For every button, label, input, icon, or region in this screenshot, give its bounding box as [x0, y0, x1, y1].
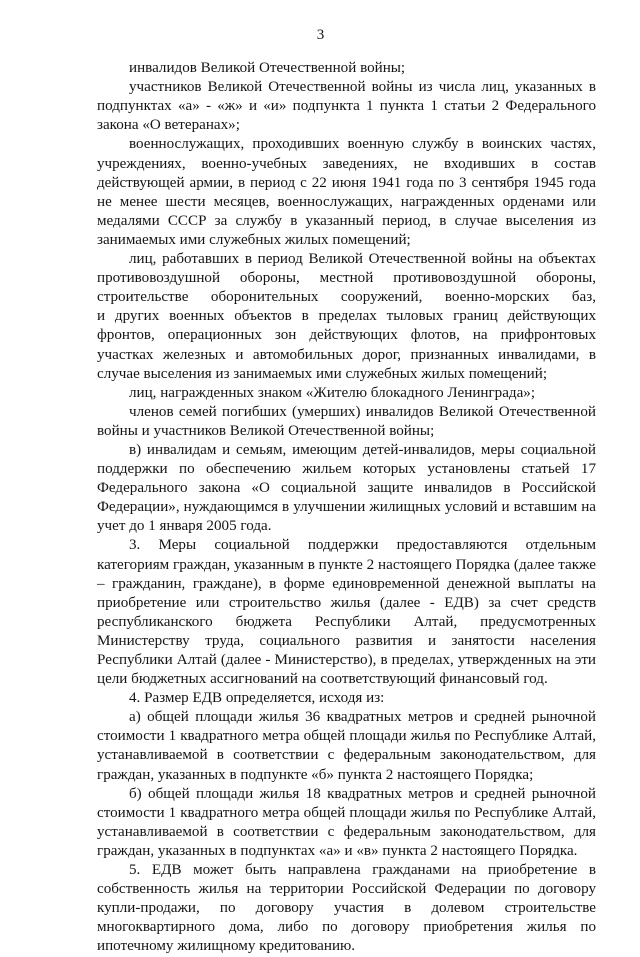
text-line: инвалидов Великой Отечественной войны;: [129, 60, 406, 77]
text-line: республиканского бюджета Республики Алтай, предусмотренных: [97, 613, 596, 630]
text-line: закона «О ветеранах»;: [97, 117, 240, 134]
text-line: 5. ЕДВ может быть направлена гражданами на приобретение в: [129, 862, 596, 879]
text-line: цели бюджетных ассигнований на соответствующий финансовый год.: [97, 671, 548, 688]
text-line: случае выселения из занимаемых ими служебных жилых помещений;: [97, 365, 548, 382]
text-line: – гражданин, граждане), в форме единовременной денежной выплаты на: [97, 575, 596, 592]
text-line: стоимости 1 квадратного метра общей площади жилья по Республике Алтай,: [97, 804, 596, 821]
text-line: не менее шести месяцев, военнослужащих, награжденных орденами или: [97, 193, 596, 210]
document-body: [97, 59, 596, 956]
text-line: учет до 1 января 2005 года.: [97, 518, 272, 535]
text-line: 4. Размер ЕДВ определяется, исходя из:: [129, 690, 385, 707]
text-line: категориям граждан, указанным в пункте 2 настоящего Порядка (далее также: [97, 556, 596, 573]
text-line: Республики Алтай (далее - Министерство), в пределах, утвержденных на эти: [97, 652, 596, 668]
text-line: строительстве оборонительных сооружений, военно-морских баз,: [97, 289, 596, 306]
text-line: устанавливаемой в соответствии с федеральным законодательством, для: [97, 747, 596, 764]
text-line: лиц, награжденных знаком «Жителю блокадного Ленинграда»;: [129, 384, 536, 401]
text-line: Федерации», нуждающимся в улучшении жилищных условий и вставшим на: [97, 499, 596, 516]
text-line: и других военных объектов в пределах тыловых границ действующих: [97, 308, 596, 325]
text-line: Федерального закона «О социальной защите инвалидов в Российской: [97, 480, 596, 497]
text-line: а) общей площади жилья 36 квадратных метров и средней рыночной: [129, 709, 596, 726]
page-number: 3: [316, 27, 325, 43]
text-line: приобретение или строительство жилья (далее - ЕДВ) за счет средств: [97, 594, 596, 611]
text-line: граждан, указанных в подпункте «б» пункта 2 настоящего Порядка;: [97, 766, 534, 783]
text-line: в) инвалидам и семьям, имеющим детей-инвалидов, меры социальной: [129, 441, 596, 458]
text-line: стоимости 1 квадратного метра общей площади жилья по Республике Алтай,: [97, 728, 596, 745]
text-line: противовоздушной обороны, местной противовоздушной обороны,: [97, 270, 596, 287]
text-line: фронтов, операционных зон действующих флотов, на прифронтовых: [97, 327, 596, 344]
text-line: членов семей погибших (умерших) инвалидов Великой Отечественной: [129, 403, 596, 420]
text-line: 3. Меры социальной поддержки предоставляются отдельным: [129, 537, 596, 554]
text-line: многоквартирного дома, либо по договору приобретения жилья по: [97, 919, 596, 936]
text-line: лиц, работавших в период Великой Отечественной войны на объектах: [129, 251, 596, 268]
text-line: занимаемых ими служебных жилых помещений;: [97, 231, 411, 248]
text-line: Министерству труда, социального развития и занятости населения: [97, 632, 596, 649]
text-line: участников Великой Отечественной войны из числа лиц, указанных в: [129, 79, 596, 96]
text-line: б) общей площади жилья 18 квадратных метров и средней рыночной: [129, 785, 596, 802]
text-line: действующей армии, в период с 22 июня 1941 года по 3 сентября 1945 года: [97, 174, 596, 191]
text-line: поддержки по обеспечению жильем которых установлены статьей 17: [97, 461, 596, 478]
text-line: ипотечному жилищному кредитованию.: [97, 938, 356, 955]
text-line: медалями СССР за службу в указанный период, в случае выселения из: [97, 212, 596, 229]
text-line: участках железных и автомобильных дорог, признанных инвалидами, в: [97, 346, 596, 363]
text-line: учреждениях, военно-учебных заведениях, не входивших в состав: [97, 155, 596, 172]
text-line: устанавливаемой в соответствии с федеральным законодательством, для: [97, 823, 596, 840]
text-line: военнослужащих, проходивших военную службу в воинских частях,: [129, 136, 596, 153]
text-line: войны и участников Великой Отечественной войны;: [97, 422, 435, 439]
text-line: подпунктах «а» - «ж» и «и» подпункта 1 пункта 1 статьи 2 Федерального: [97, 98, 596, 115]
text-line: купли-продажи, по договору участия в долевом строительстве: [97, 900, 596, 917]
text-line: собственность жилья на территории Российской Федерации по договору: [97, 881, 596, 898]
text-line: граждан, указанных в подпунктах «а» и «в» пункта 2 настоящего Порядка.: [97, 842, 578, 859]
